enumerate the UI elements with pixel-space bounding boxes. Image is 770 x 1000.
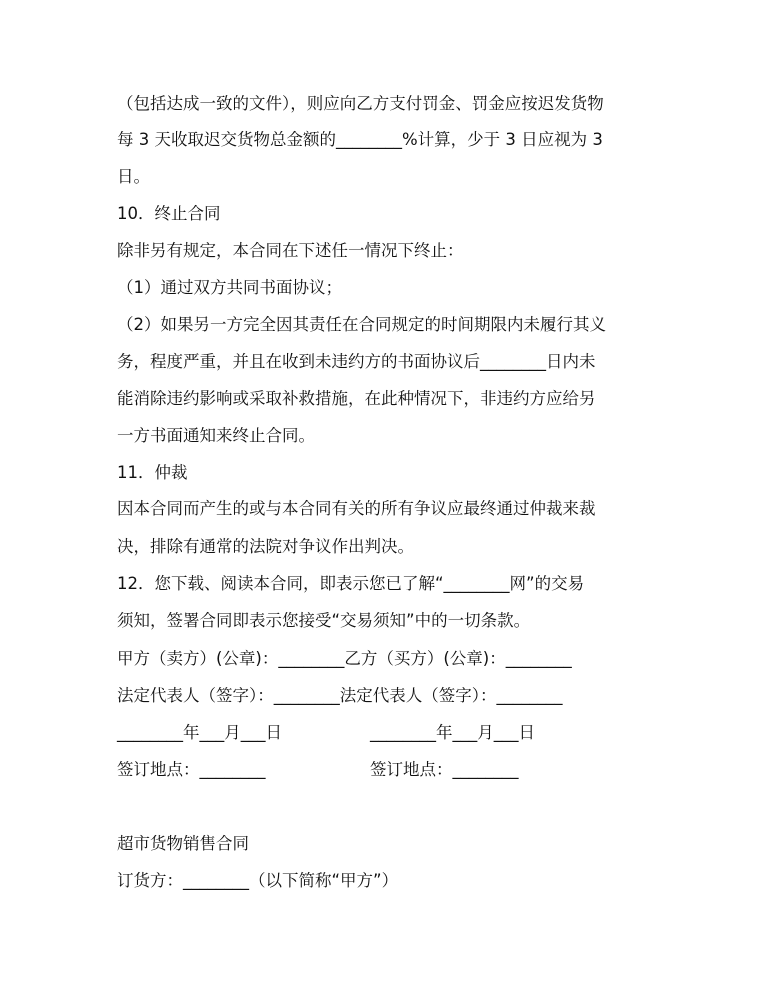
text-line: （1）通过双方共同书面协议； (117, 278, 342, 297)
text-line: （包括达成一致的文件），则应向乙方支付罚金、罚金应按迟发货物 (117, 94, 604, 113)
text-line: 须知，签署合同即表示您接受“交易须知”中的一切条款。 (117, 611, 531, 630)
text-line: 因本合同而产生的或与本合同有关的所有争议应最终通过仲裁来裁 (117, 499, 596, 518)
contract-title: 超市货物销售合同 (117, 834, 249, 853)
date-line-left: ________年___月___日 (117, 723, 282, 742)
text-line: 每 3 天收取迟交货物总金额的________%计算，少于 3 日应视为 3 (117, 130, 603, 149)
text-line: （2）如果另一方完全因其责任在合同规定的时间期限内未履行其义 (117, 315, 606, 334)
text-line: 日。 (117, 167, 150, 186)
section-heading: 10．终止合同 (117, 204, 221, 223)
signing-place-left: 签订地点：________ (117, 760, 266, 779)
text-line: 一方书面通知来终止合同。 (117, 426, 315, 445)
section-heading: 11．仲裁 (117, 463, 188, 482)
signature-line: 法定代表人（签字）：________法定代表人（签字）：________ (117, 686, 563, 705)
orderer-line: 订货方：________（以下简称“甲方”） (117, 871, 399, 890)
date-line-right: ________年___月___日 (370, 723, 535, 742)
text-line: 决，排除有通常的法院对争议作出判决。 (117, 537, 414, 556)
text-line: 务，程度严重，并且在收到未违约方的书面协议后________日内未 (117, 352, 596, 371)
text-line: 能消除违约影响或采取补救措施，在此种情况下，非违约方应给另 (117, 389, 596, 408)
text-line: 除非另有规定，本合同在下述任一情况下终止： (117, 241, 464, 260)
signature-line: 甲方（卖方）(公章)：________乙方（买方）(公章)：________ (117, 649, 572, 668)
text-line: 12．您下载、阅读本合同，即表示您已了解“________网”的交易 (117, 574, 585, 593)
signing-place-right: 签订地点：________ (370, 760, 519, 779)
